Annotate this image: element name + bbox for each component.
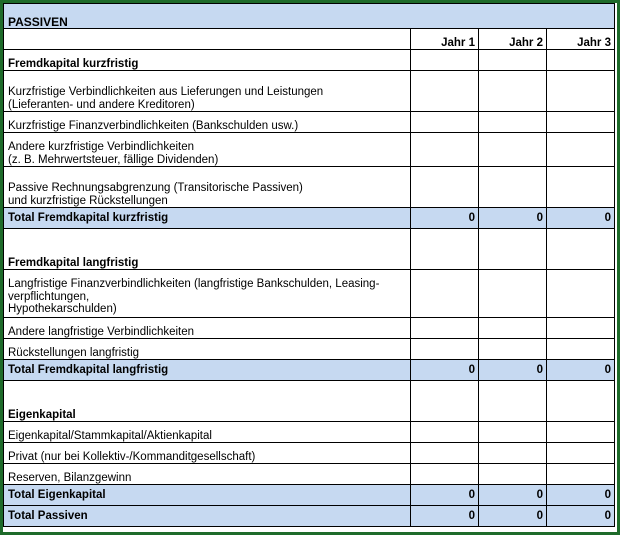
total-value: 0 [411,360,479,381]
value-cell[interactable] [411,112,479,133]
value-cell[interactable] [479,112,547,133]
value-cell[interactable] [547,270,615,318]
value-cell[interactable] [411,318,479,339]
value-cell[interactable] [479,443,547,464]
value-cell[interactable] [479,464,547,485]
value-cell[interactable] [411,133,479,167]
value-cell[interactable] [479,422,547,443]
column-header-jahr-1: Jahr 1 [411,29,479,50]
table-row [4,464,615,485]
value-cell[interactable] [411,229,479,270]
table-row [4,339,615,360]
section-heading-row [4,229,615,270]
value-cell[interactable] [479,318,547,339]
value-cell[interactable] [411,71,479,112]
total-value: 0 [411,485,479,506]
row-label: Passive Rechnungsabgrenzung (Transitorische Passiven) und kurzfristige Rückstellungen [4,167,411,208]
total-label: Total Fremdkapital langfristig [4,360,411,381]
total-row [4,208,615,229]
total-value: 0 [479,485,547,506]
value-cell[interactable] [547,229,615,270]
value-cell[interactable] [547,339,615,360]
row-label: Kurzfristige Finanzverbindlichkeiten (Bankschulden usw.) [4,112,411,133]
total-value: 0 [479,360,547,381]
value-cell[interactable] [479,339,547,360]
total-value: 0 [479,208,547,229]
value-cell[interactable] [547,167,615,208]
row-label: Andere kurzfristige Verbindlichkeiten (z. B. Mehrwertsteuer, fällige Dividenden) [4,133,411,167]
total-row [4,360,615,381]
table-row [4,71,615,112]
value-cell[interactable] [411,422,479,443]
grand-total-row [4,506,615,527]
value-cell[interactable] [479,167,547,208]
row-label: Reserven, Bilanzgewinn [4,464,411,485]
table-row [4,133,615,167]
column-header-jahr-2: Jahr 2 [479,29,547,50]
table-row [4,443,615,464]
value-cell[interactable] [547,112,615,133]
table-row [4,422,615,443]
grand-total-value: 0 [411,506,479,527]
row-label: Andere langfristige Verbindlichkeiten [4,318,411,339]
value-cell[interactable] [547,71,615,112]
table-row [4,112,615,133]
value-cell[interactable] [547,381,615,422]
header-row [4,29,615,50]
value-cell[interactable] [547,50,615,71]
value-cell[interactable] [479,381,547,422]
passiven-table [3,3,615,527]
total-label: Total Fremdkapital kurzfristig [4,208,411,229]
value-cell[interactable] [479,229,547,270]
row-label: Langfristige Finanzverbindlichkeiten (langfristige Bankschulden, Leasing- verpflichtungen, Hypothekarschulden) [4,270,411,318]
table-row [4,270,615,318]
section-heading-eigenkapital: Eigenkapital [4,381,411,422]
value-cell[interactable] [547,464,615,485]
row-label: Eigenkapital/Stammkapital/Aktienkapital [4,422,411,443]
row-label: Kurzfristige Verbindlichkeiten aus Lieferungen und Leistungen (Lieferanten- und andere Kreditoren) [4,71,411,112]
table-row [4,318,615,339]
value-cell[interactable] [547,318,615,339]
total-value: 0 [411,208,479,229]
value-cell[interactable] [411,443,479,464]
header-empty-cell[interactable] [4,29,411,50]
grand-total-value: 0 [547,506,615,527]
value-cell[interactable] [479,133,547,167]
value-cell[interactable] [479,71,547,112]
table-row [4,167,615,208]
total-value: 0 [547,208,615,229]
grand-total-label: Total Passiven [4,506,411,527]
value-cell[interactable] [411,464,479,485]
value-cell[interactable] [479,50,547,71]
value-cell[interactable] [547,443,615,464]
section-heading-kurzfristig: Fremdkapital kurzfristig [4,50,411,71]
total-value: 0 [547,360,615,381]
value-cell[interactable] [547,422,615,443]
row-label: Rückstellungen langfristig [4,339,411,360]
section-heading-row [4,381,615,422]
column-header-jahr-3: Jahr 3 [547,29,615,50]
value-cell[interactable] [479,270,547,318]
value-cell[interactable] [547,133,615,167]
total-value: 0 [547,485,615,506]
value-cell[interactable] [411,167,479,208]
row-label: Privat (nur bei Kollektiv-/Kommanditgesellschaft) [4,443,411,464]
grand-total-value: 0 [479,506,547,527]
title-row [4,4,615,29]
total-label: Total Eigenkapital [4,485,411,506]
sheet-title: PASSIVEN [4,4,615,29]
value-cell[interactable] [411,339,479,360]
section-heading-row [4,50,615,71]
value-cell[interactable] [411,270,479,318]
value-cell[interactable] [411,50,479,71]
value-cell[interactable] [411,381,479,422]
section-heading-langfristig: Fremdkapital langfristig [4,229,411,270]
total-row [4,485,615,506]
